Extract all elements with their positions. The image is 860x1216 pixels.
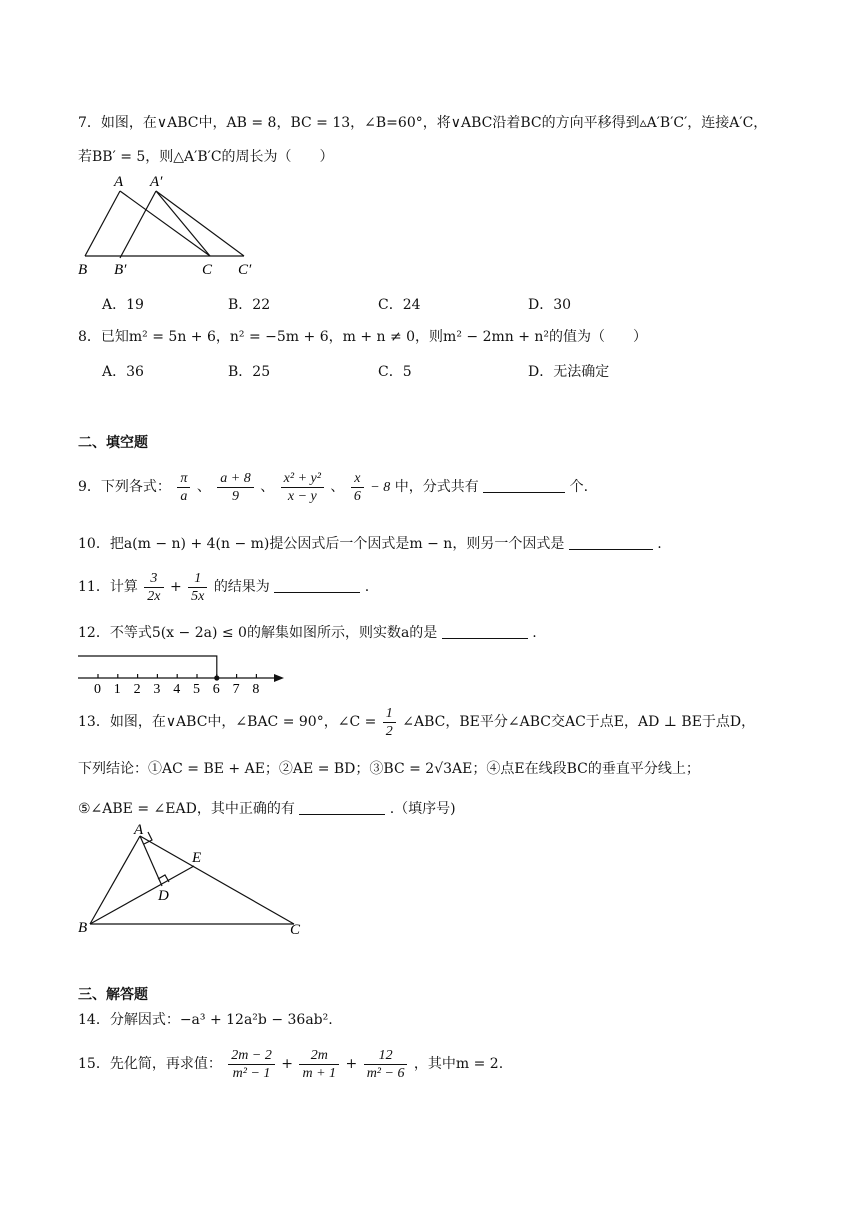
- q13-line1: [78, 702, 755, 742]
- q7-option-c[interactable]: C．24: [378, 297, 421, 313]
- q15-prefix: 15．先化简，再求值：: [78, 1056, 222, 1072]
- q7-option-b[interactable]: B．22: [228, 297, 271, 313]
- q9-fraction-2: [217, 471, 253, 504]
- q13-line3-text: ⑤∠ABE = ∠EAD，其中正确的有: [78, 801, 295, 817]
- q12-number-line: [72, 652, 292, 696]
- arrow-right-icon: [274, 674, 284, 682]
- q13-frac-den: 2: [385, 723, 393, 739]
- q15-plus-2: +: [345, 1056, 358, 1072]
- q9-fraction-1: [177, 471, 190, 504]
- q9-answer-blank[interactable]: [483, 478, 565, 493]
- q10-line: [78, 535, 662, 553]
- label-B-prime: B′: [114, 262, 127, 278]
- q9-suffix: 中，分式共有: [394, 479, 479, 495]
- q15-f1-num: 2m − 2: [228, 1048, 275, 1065]
- q11-answer-blank[interactable]: [274, 578, 360, 593]
- q11-f1-den: 2x: [147, 588, 161, 604]
- q9-f3-den: x − y: [287, 488, 317, 504]
- q13-line1a: 13．如图，在∨ABC中，∠BAC = 90°，∠C =: [78, 714, 377, 730]
- q8-option-c[interactable]: C．5: [378, 364, 412, 380]
- label-C: C: [290, 922, 301, 938]
- q9-sep-2: 、: [260, 479, 275, 495]
- q10-answer-blank[interactable]: [569, 535, 653, 550]
- q9-f4-den: 6: [353, 488, 361, 504]
- q15-fraction-2: [299, 1048, 339, 1081]
- q9-fraction-3: [281, 471, 324, 504]
- number-line-tick-label: 7: [232, 682, 240, 696]
- q9-f2-num: a + 8: [217, 471, 253, 488]
- q8-option-a[interactable]: A．36: [102, 364, 144, 380]
- q15-f1-den: m² − 1: [232, 1065, 271, 1081]
- q13-line3-end: .（填序号): [389, 801, 456, 817]
- number-line-tick-label: 3: [153, 682, 161, 696]
- q15-f2-num: 2m: [299, 1048, 339, 1065]
- label-C-prime: C′: [238, 262, 252, 278]
- q12-line: [78, 624, 537, 642]
- q15-f3-den: m² − 6: [366, 1065, 405, 1081]
- q13-line1b: ∠ABC，BE平分∠ABC交AC于点E，AD ⊥ BE于点D，: [402, 714, 756, 730]
- number-line-tick-label: 6: [212, 682, 220, 696]
- q7-line2: 若BB′ = 5，则△A′B′C的周长为（ ）: [78, 149, 334, 165]
- number-line-tick-label: 0: [94, 682, 101, 696]
- q11-plus: +: [169, 579, 182, 595]
- q9-f4-num: x: [351, 471, 364, 488]
- q7-option-a[interactable]: A．19: [102, 297, 144, 313]
- q11-line: [78, 567, 369, 607]
- section-fill-in-title: 二、填空题: [78, 435, 148, 451]
- q11-f2-den: 5x: [191, 588, 205, 604]
- solution-endpoint-dot: [214, 675, 219, 680]
- q11-end: .: [364, 579, 370, 595]
- label-C: C: [202, 262, 213, 278]
- q10-end: .: [657, 536, 662, 552]
- q9-f2-den: 9: [232, 488, 240, 504]
- q13-triangle-figure: [72, 822, 312, 940]
- q12-solution-ray: [78, 656, 217, 678]
- number-line-tick-label: 1: [113, 682, 121, 696]
- label-A-prime: A′: [150, 174, 163, 190]
- q7-triangle-figure: [74, 172, 274, 282]
- q9-f1-den: a: [180, 488, 188, 504]
- number-line-tick-label: 8: [252, 682, 260, 696]
- q9-fraction-4: [351, 471, 364, 504]
- q9-prefix: 9．下列各式：: [78, 479, 171, 495]
- q9-sep-1: 、: [196, 479, 211, 495]
- q8-option-b[interactable]: B．25: [228, 364, 271, 380]
- q15-f3-num: 12: [364, 1048, 408, 1065]
- label-D: D: [158, 888, 169, 904]
- q15-suffix: ，其中m = 2.: [413, 1056, 504, 1072]
- q7-line1: 7．如图，在∨ABC中，AB = 8，BC = 13，∠B=60°，将∨ABC沿着BC的方向平移得到▵A′B′C′，连接A′C，: [78, 115, 768, 131]
- label-E: E: [192, 850, 202, 866]
- q13-frac-num: 1: [383, 706, 396, 723]
- q12-answer-blank[interactable]: [442, 624, 528, 639]
- q14-line: 14．分解因式：−a³ + 12a²b − 36ab².: [78, 1012, 333, 1028]
- q11-f1-num: 3: [144, 571, 163, 588]
- q12-end: .: [532, 625, 537, 641]
- q8-option-d[interactable]: D．无法确定: [528, 364, 610, 380]
- q15-fraction-1: [228, 1048, 275, 1081]
- q13-answer-blank[interactable]: [299, 800, 385, 815]
- q10-text: 10．把a(m − n) + 4(n − m)提公因式后一个因式是m − n，则另一个因式是: [78, 536, 565, 552]
- q12-text: 12．不等式5(x − 2a) ≤ 0的解集如图所示，则实数a的是: [78, 625, 438, 641]
- number-line-tick-label: 2: [133, 682, 141, 696]
- q15-fraction-3: [364, 1048, 408, 1081]
- q13-line2: 下列结论：①AC = BE + AE；②AE = BD；③BC = 2√3AE；④点E在线段BC的垂直平分线上；: [78, 761, 700, 777]
- label-B: B: [78, 920, 88, 936]
- q11-fraction-2: [188, 571, 207, 604]
- q8-line: 8．已知m² = 5n + 6，n² = −5m + 6，m + n ≠ 0，则m² − 2mn + n²的值为（ ）: [78, 329, 648, 345]
- q11-prefix: 11．计算: [78, 579, 138, 595]
- q11-suffix: 的结果为: [213, 579, 270, 595]
- q15-plus-1: +: [281, 1056, 294, 1072]
- q9-f1-num: π: [177, 471, 190, 488]
- q9-sep-3: 、: [330, 479, 345, 495]
- q9-f4-tail: − 8: [370, 480, 391, 495]
- label-B: B: [78, 262, 88, 278]
- number-line-tick-label: 4: [173, 682, 181, 696]
- section-answer-title: 三、解答题: [78, 987, 148, 1003]
- q9-f3-num: x² + y²: [281, 471, 324, 488]
- q7-option-d[interactable]: D．30: [528, 297, 572, 313]
- q13-line3: [78, 800, 456, 818]
- number-line-tick-label: 5: [193, 682, 200, 696]
- q11-f2-num: 1: [188, 571, 207, 588]
- q9-end: 个.: [569, 479, 589, 495]
- q13-fraction-half: [383, 706, 396, 739]
- q15-line: [78, 1044, 503, 1084]
- label-A: A: [114, 174, 124, 190]
- label-A: A: [134, 822, 144, 838]
- q15-f2-den: m + 1: [302, 1065, 337, 1081]
- q11-fraction-1: [144, 571, 163, 604]
- q9-line: [78, 467, 588, 508]
